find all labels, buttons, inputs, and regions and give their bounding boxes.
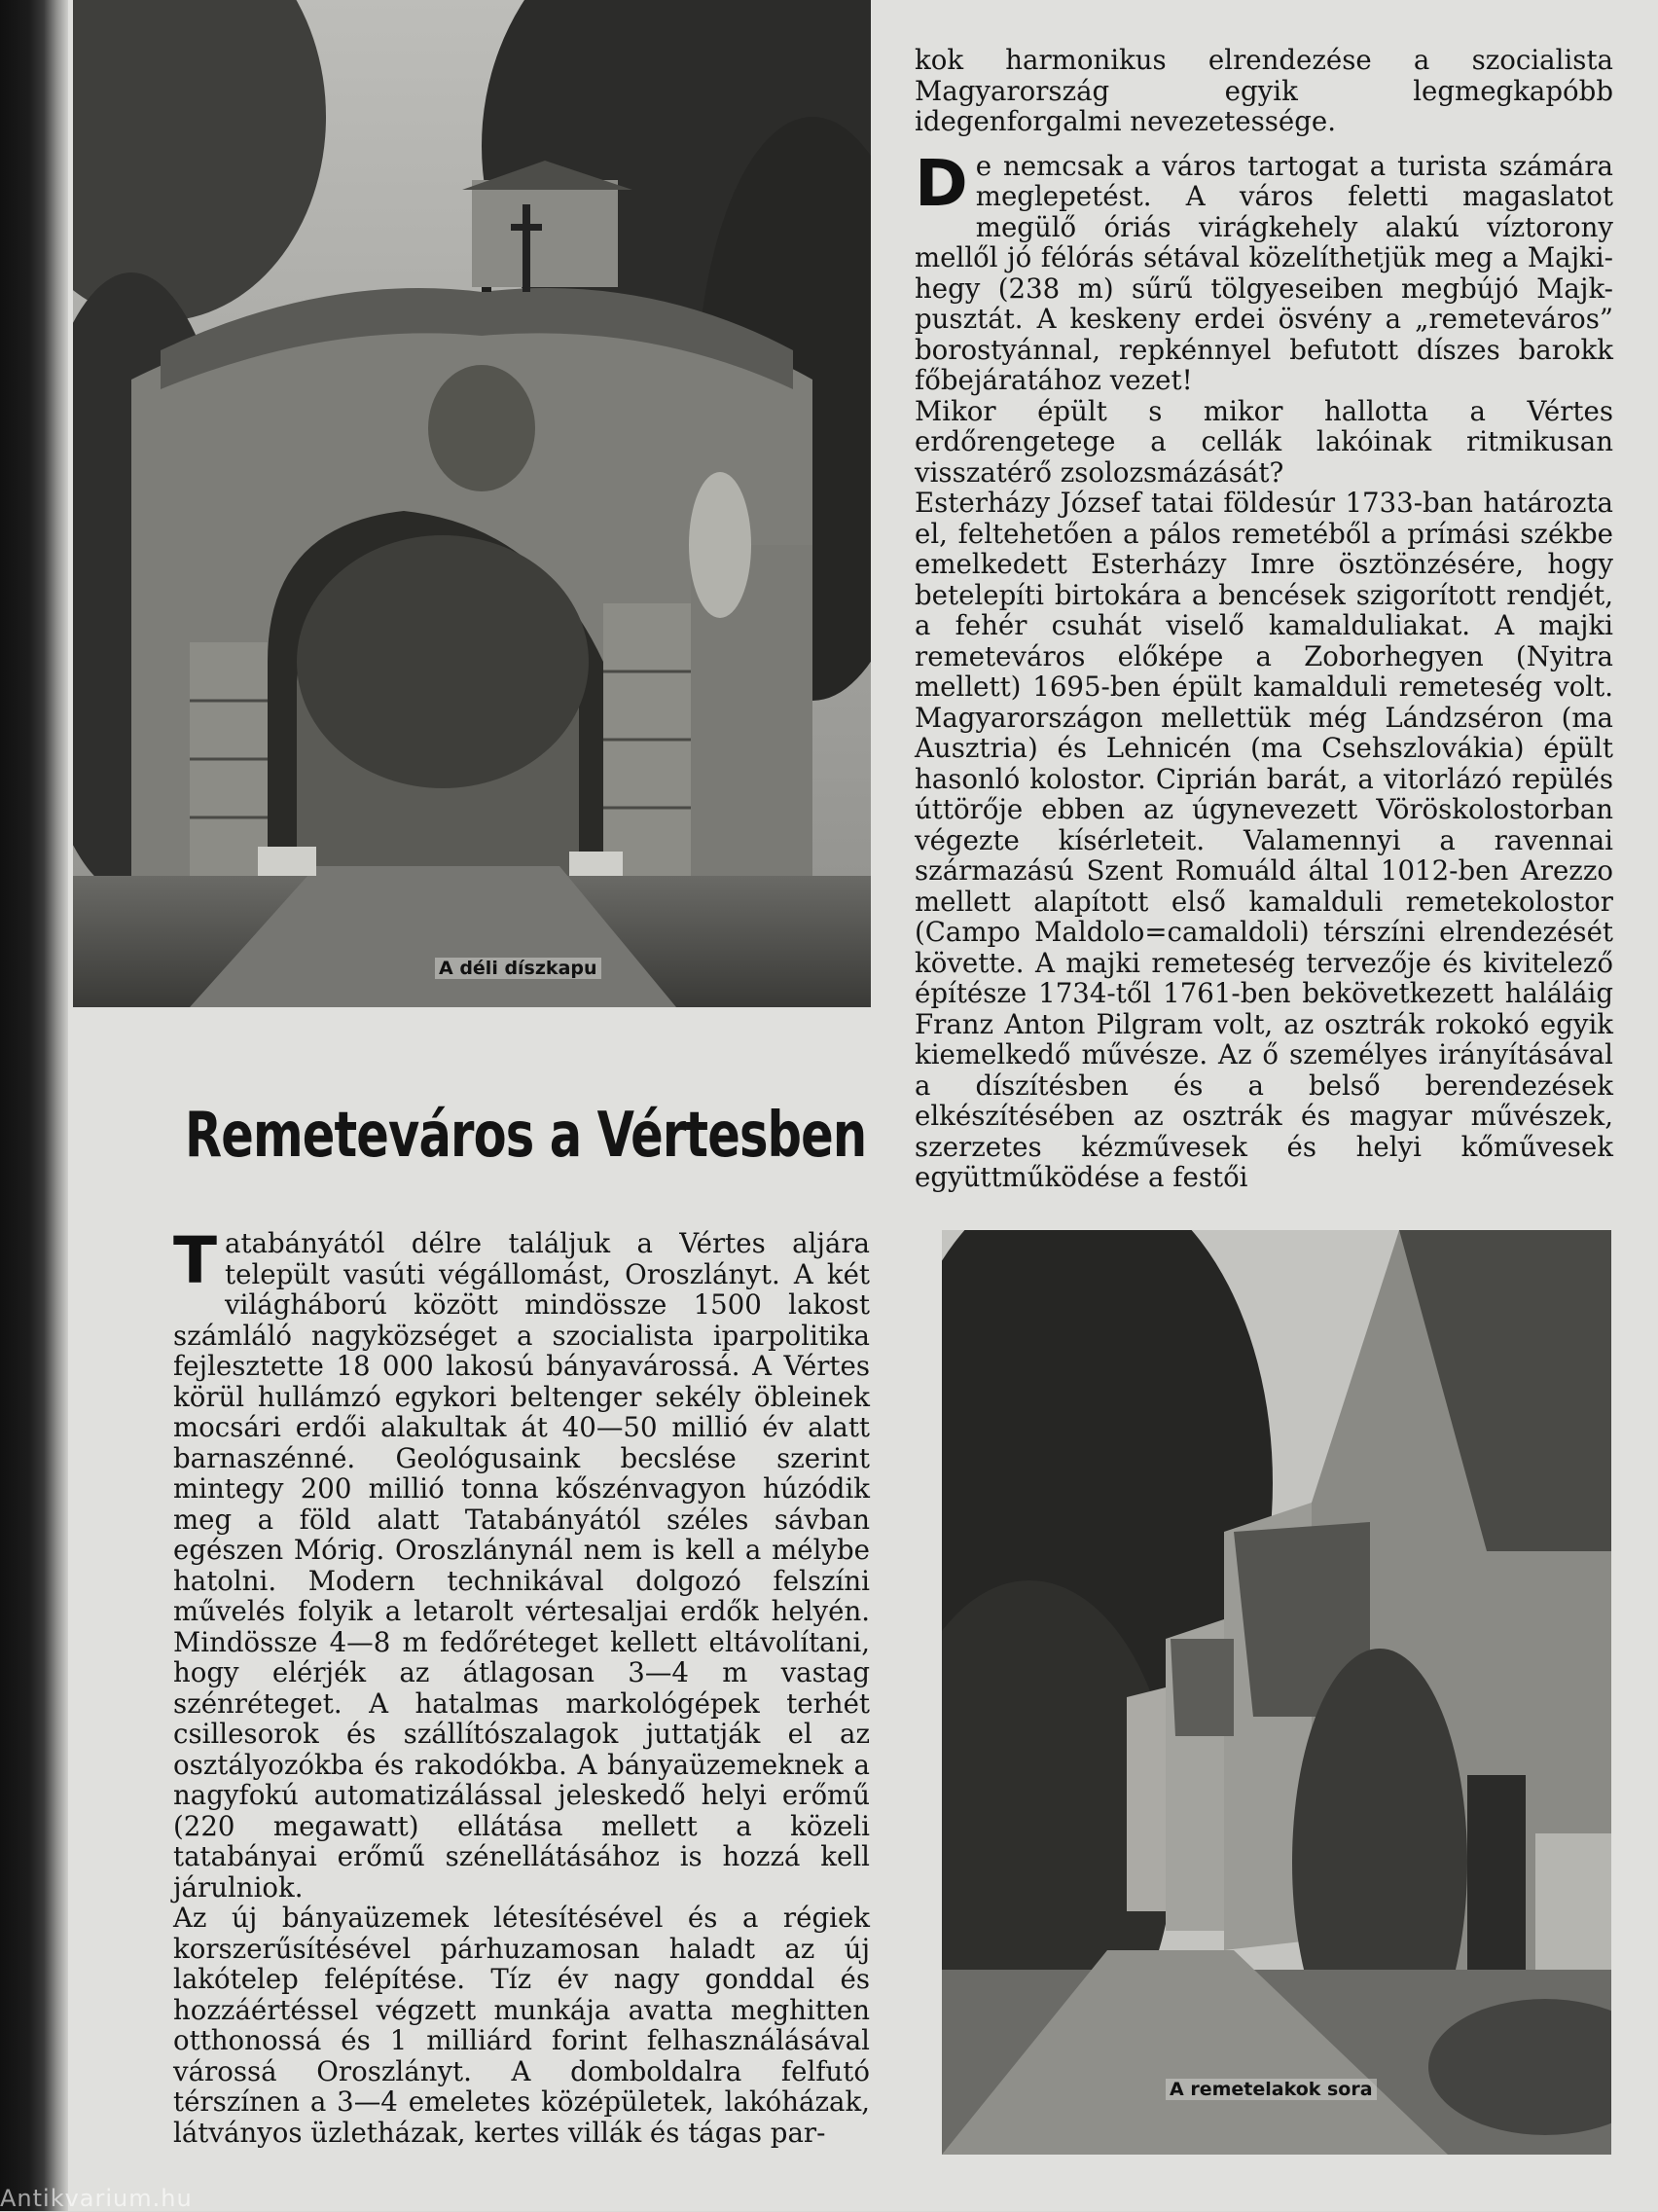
- watermark: Antikvarium.hu: [0, 2185, 193, 2212]
- book-spine-edge: [0, 0, 68, 2211]
- caption-gate: A déli díszkapu: [435, 958, 601, 979]
- paragraph-right-1: kok harmonikus elrendezése a szocialista Magyarország egyik legmegkapóbb idegenforgalmi nevezetessége.: [915, 44, 1613, 137]
- paragraph-left-1: [173, 1223, 870, 1904]
- paragraph-left-2: Az új bányaüzemek létesítésével és a régiek korszerűsítésével párhuzamosan haladt az új lakótelep felépítése. Tíz év nagy gonddal és hozzáértéssel végzett munkája avatta meghitten otthonossá és 1 milliárd forint felhasználásával várossá Oroszlányt. A domboldalra felfutó térszínen a 3—4 emeletes középületek, lakóházak, látványos üzletházak, kertes villák és tágas par-: [173, 1902, 870, 2149]
- gate-illustration: [73, 0, 871, 1007]
- paragraph-right-3: Mikor épült s mikor hallotta a Vértes erdőrengetege a cellák lakóinak ritmikusan visszatérő zsolozsmázását?: [915, 394, 1613, 489]
- paragraph-right-2-text: e nemcsak a város tartogat a turista számára meglepetést. A város feletti magaslatot megülő óriás virágkehely alakú víztorony mellől jó félórás sétával közelíthetjük meg a Majki-hegy (238 m) sűrű tölgyeseiben megbújó Majk-pusztát. A keskeny erdei ösvény a „remeteváros” borostyánnal, repkénnyel befutott díszes barokk főbejáratához vezet!: [915, 149, 1613, 396]
- paragraph-right-2: [915, 145, 1613, 396]
- article-column-left: [173, 1223, 870, 2149]
- dropcap-t: T: [173, 1223, 218, 1298]
- dropcap-d: D: [915, 145, 968, 221]
- houses-illustration: [942, 1230, 1611, 2155]
- photo-hermit-houses: [942, 1230, 1611, 2155]
- photo-southern-gate: [73, 0, 871, 1007]
- article-title: Remeteváros a Vértesben: [185, 1100, 867, 1172]
- article-column-right: [915, 45, 1613, 1193]
- paragraph-left-1-text: atabányától délre találjuk a Vértes aljára települt vasúti végállomást, Oroszlányt. A két világháború között mindössze 1500 lakost számláló nagyközséget a szocialista iparpolitika fejlesztette 18 000 lakosú bányavárossá. A Vértes körül hullámzó egykori beltenger sekély öbleinek mocsári erdői alakultak át 40—50 millió év alatt barnaszénné. Geológusaink becslése szerint mintegy 200 millió tonna kőszénvagyon húzódik meg a föld alatt Tatabányától széles sávban egészen Mórig. Oroszlánynál nem is kell a mélybe hatolni. Modern technikával dolgozó felszíni művelés folyik a letarolt vértesaljai erdők helyén. Mindössze 4—8 m fedőréteget kellett eltávolítani, hogy elérjék az átlagosan 3—4 m vastag szénréteget. A hatalmas markológépek terhét csillesorok és szállítószalagok juttatják el az osztályozókba és rakodókba. A bányaüzemeknek a nagyfokú automatizálással jeleskedő helyi erőmű (220 megawatt) ellátása mellett a közeli tatabányai erőmű szénellátásához is hozzá kell járulniok.: [173, 1227, 870, 1904]
- caption-houses: A remetelakok sora: [1166, 2079, 1377, 2100]
- paragraph-right-4: Esterházy József tatai földesúr 1733-ban határozta el, feltehetően a pálos remetéből a prímási székbe emelkedett Esterházy Imre ösztönzésére, hogy betelepíti birtokára a bencések szigorított rendjét, a fehér csuhát viselő kamalduliakat. A majki remeteváros előképe a Zoborhegyen (Nyitra mellett) 1695-ben épült kamalduli remeteség volt. Magyarországon mellettük még Lándzséron (ma Ausztria) és Lehnicén (ma Csehszlovákia) épült hasonló kolostor. Ciprián barát, a vitorlázó repülés úttörője ebben az úgynevezett Vöröskolostorban végezte kísérleteit. Valamennyi a ravennai származású Szent Romuáld által 1012-ben Arezzo mellett alapított első kamalduli remetekolostor (Campo Maldolo=camaldoli) térszíni elrendezését követte. A majki remeteség tervezője és kivitelező építésze 1734-től 1761-ben bekövetkezett haláláig Franz Anton Pilgram volt, az osztrák rokokó egyik kiemelkedő művésze. Az ő személyes irányításával a díszítésben és a belső berendezések elkészítésében az osztrák és magyar művészek, szerzetes kézművesek és helyi kőművesek együttműködése a festői: [915, 487, 1613, 1193]
